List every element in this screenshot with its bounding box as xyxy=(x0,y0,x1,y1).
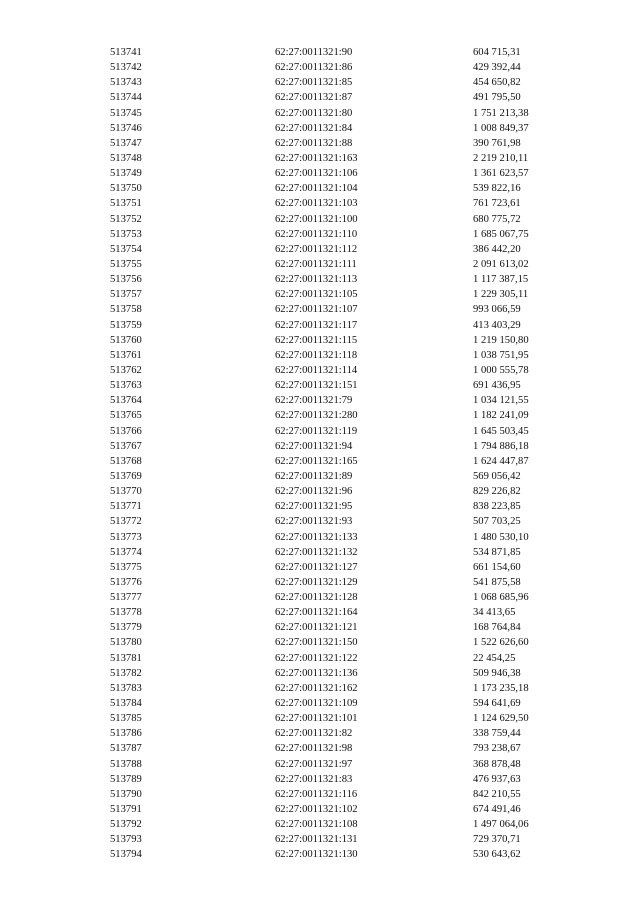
data-table xyxy=(110,45,580,863)
table-row xyxy=(110,757,580,772)
table-row xyxy=(110,575,580,590)
cadastral-number: 62:27:0011321:95 xyxy=(275,501,353,513)
cadastral-number: 62:27:0011321:131 xyxy=(275,834,358,846)
row-number: 513750 xyxy=(110,183,142,195)
row-number: 513765 xyxy=(110,410,142,422)
cadastral-value: 168 764,84 xyxy=(473,622,521,634)
row-number: 513784 xyxy=(110,698,142,710)
cadastral-value: 1 794 886,18 xyxy=(473,440,529,452)
row-number: 513764 xyxy=(110,395,142,407)
row-number: 513779 xyxy=(110,622,142,634)
row-number: 513751 xyxy=(110,198,142,210)
row-number: 513766 xyxy=(110,425,142,437)
table-row xyxy=(110,60,580,75)
cadastral-value: 674 491,46 xyxy=(473,804,521,816)
cadastral-number: 62:27:0011321:151 xyxy=(275,380,358,392)
table-row xyxy=(110,212,580,227)
row-number: 513789 xyxy=(110,773,142,785)
table-row xyxy=(110,802,580,817)
table-row xyxy=(110,711,580,726)
row-number: 513762 xyxy=(110,364,142,376)
cadastral-number: 62:27:0011321:100 xyxy=(275,213,358,225)
cadastral-value: 1 645 503,45 xyxy=(473,425,529,437)
cadastral-number: 62:27:0011321:118 xyxy=(275,349,358,361)
cadastral-value: 429 392,44 xyxy=(473,62,521,74)
cadastral-number: 62:27:0011321:163 xyxy=(275,152,358,164)
row-number: 513745 xyxy=(110,107,142,119)
table-row xyxy=(110,121,580,136)
cadastral-value: 829 226,82 xyxy=(473,486,521,498)
row-number: 513773 xyxy=(110,531,142,543)
row-number: 513783 xyxy=(110,682,142,694)
cadastral-number: 62:27:0011321:132 xyxy=(275,546,358,558)
cadastral-value: 993 066,59 xyxy=(473,304,521,316)
row-number: 513744 xyxy=(110,92,142,104)
row-number: 513793 xyxy=(110,834,142,846)
cadastral-number: 62:27:0011321:106 xyxy=(275,168,358,180)
cadastral-number: 62:27:0011321:110 xyxy=(275,228,358,240)
table-row xyxy=(110,454,580,469)
table-row xyxy=(110,530,580,545)
row-number: 513785 xyxy=(110,713,142,725)
cadastral-value: 1 068 685,96 xyxy=(473,592,529,604)
cadastral-number: 62:27:0011321:129 xyxy=(275,576,358,588)
cadastral-number: 62:27:0011321:108 xyxy=(275,819,358,831)
cadastral-value: 729 370,71 xyxy=(473,834,521,846)
cadastral-number: 62:27:0011321:165 xyxy=(275,455,358,467)
row-number: 513760 xyxy=(110,334,142,346)
cadastral-value: 22 454,25 xyxy=(473,652,516,664)
cadastral-number: 62:27:0011321:87 xyxy=(275,92,353,104)
row-number: 513791 xyxy=(110,804,142,816)
row-number: 513769 xyxy=(110,470,142,482)
cadastral-value: 509 946,38 xyxy=(473,667,521,679)
cadastral-number: 62:27:0011321:111 xyxy=(275,258,357,270)
cadastral-number: 62:27:0011321:113 xyxy=(275,274,358,286)
cadastral-value: 1 522 626,60 xyxy=(473,637,529,649)
cadastral-value: 1 117 387,15 xyxy=(473,274,529,286)
table-row xyxy=(110,741,580,756)
row-number: 513754 xyxy=(110,243,142,255)
row-number: 513761 xyxy=(110,349,142,361)
cadastral-number: 62:27:0011321:86 xyxy=(275,62,353,74)
cadastral-number: 62:27:0011321:133 xyxy=(275,531,358,543)
cadastral-value: 539 822,16 xyxy=(473,183,521,195)
row-number: 513747 xyxy=(110,137,142,149)
cadastral-number: 62:27:0011321:104 xyxy=(275,183,358,195)
table-row xyxy=(110,333,580,348)
cadastral-value: 569 056,42 xyxy=(473,470,521,482)
cadastral-number: 62:27:0011321:83 xyxy=(275,773,353,785)
cadastral-value: 1 038 751,95 xyxy=(473,349,529,361)
cadastral-value: 491 795,50 xyxy=(473,92,521,104)
row-number: 513746 xyxy=(110,122,142,134)
cadastral-value: 842 210,55 xyxy=(473,788,521,800)
cadastral-value: 541 875,58 xyxy=(473,576,521,588)
table-row xyxy=(110,847,580,862)
cadastral-number: 62:27:0011321:89 xyxy=(275,470,353,482)
table-row xyxy=(110,75,580,90)
cadastral-number: 62:27:0011321:164 xyxy=(275,607,358,619)
row-number: 513786 xyxy=(110,728,142,740)
cadastral-value: 534 871,85 xyxy=(473,546,521,558)
row-number: 513774 xyxy=(110,546,142,558)
row-number: 513775 xyxy=(110,561,142,573)
table-row xyxy=(110,666,580,681)
table-row xyxy=(110,318,580,333)
cadastral-value: 1 219 150,80 xyxy=(473,334,529,346)
row-number: 513743 xyxy=(110,77,142,89)
row-number: 513748 xyxy=(110,152,142,164)
row-number: 513782 xyxy=(110,667,142,679)
table-row xyxy=(110,560,580,575)
table-row xyxy=(110,787,580,802)
cadastral-number: 62:27:0011321:94 xyxy=(275,440,353,452)
cadastral-number: 62:27:0011321:112 xyxy=(275,243,358,255)
cadastral-number: 62:27:0011321:280 xyxy=(275,410,358,422)
table-row xyxy=(110,45,580,60)
table-row xyxy=(110,469,580,484)
cadastral-value: 594 641,69 xyxy=(473,698,521,710)
table-row xyxy=(110,590,580,605)
table-row xyxy=(110,817,580,832)
row-number: 513787 xyxy=(110,743,142,755)
cadastral-value: 1 008 849,37 xyxy=(473,122,529,134)
table-row xyxy=(110,484,580,499)
cadastral-number: 62:27:0011321:119 xyxy=(275,425,358,437)
cadastral-number: 62:27:0011321:101 xyxy=(275,713,358,725)
table-row xyxy=(110,181,580,196)
table-row xyxy=(110,257,580,272)
table-row xyxy=(110,196,580,211)
cadastral-value: 338 759,44 xyxy=(473,728,521,740)
cadastral-number: 62:27:0011321:128 xyxy=(275,592,358,604)
table-row xyxy=(110,605,580,620)
cadastral-value: 793 238,67 xyxy=(473,743,521,755)
cadastral-value: 390 761,98 xyxy=(473,137,521,149)
cadastral-value: 1 173 235,18 xyxy=(473,682,529,694)
row-number: 513753 xyxy=(110,228,142,240)
table-row xyxy=(110,272,580,287)
row-number: 513768 xyxy=(110,455,142,467)
row-number: 513780 xyxy=(110,637,142,649)
cadastral-number: 62:27:0011321:109 xyxy=(275,698,358,710)
cadastral-number: 62:27:0011321:98 xyxy=(275,743,353,755)
cadastral-number: 62:27:0011321:127 xyxy=(275,561,358,573)
cadastral-number: 62:27:0011321:117 xyxy=(275,319,358,331)
cadastral-number: 62:27:0011321:105 xyxy=(275,289,358,301)
cadastral-number: 62:27:0011321:130 xyxy=(275,849,358,861)
cadastral-value: 413 403,29 xyxy=(473,319,521,331)
row-number: 513759 xyxy=(110,319,142,331)
table-row xyxy=(110,166,580,181)
row-number: 513772 xyxy=(110,516,142,528)
table-row xyxy=(110,348,580,363)
row-number: 513776 xyxy=(110,576,142,588)
cadastral-number: 62:27:0011321:90 xyxy=(275,47,353,58)
row-number: 513757 xyxy=(110,289,142,301)
cadastral-number: 62:27:0011321:107 xyxy=(275,304,358,316)
cadastral-number: 62:27:0011321:97 xyxy=(275,758,353,770)
row-number: 513742 xyxy=(110,62,142,74)
cadastral-value: 604 715,31 xyxy=(473,47,521,58)
row-number: 513792 xyxy=(110,819,142,831)
cadastral-value: 2 219 210,11 xyxy=(473,152,529,164)
cadastral-value: 1 624 447,87 xyxy=(473,455,529,467)
table-row xyxy=(110,772,580,787)
cadastral-number: 62:27:0011321:136 xyxy=(275,667,358,679)
table-row xyxy=(110,545,580,560)
row-number: 513763 xyxy=(110,380,142,392)
row-number: 513767 xyxy=(110,440,142,452)
row-number: 513771 xyxy=(110,501,142,513)
row-number: 513794 xyxy=(110,849,142,861)
cadastral-value: 530 643,62 xyxy=(473,849,521,861)
table-row xyxy=(110,393,580,408)
cadastral-value: 661 154,60 xyxy=(473,561,521,573)
table-row xyxy=(110,287,580,302)
cadastral-value: 1 182 241,09 xyxy=(473,410,529,422)
table-row xyxy=(110,439,580,454)
table-row xyxy=(110,651,580,666)
table-row xyxy=(110,136,580,151)
table-row xyxy=(110,832,580,847)
cadastral-number: 62:27:0011321:80 xyxy=(275,107,353,119)
cadastral-number: 62:27:0011321:114 xyxy=(275,364,358,376)
table-row xyxy=(110,363,580,378)
cadastral-number: 62:27:0011321:103 xyxy=(275,198,358,210)
table-row xyxy=(110,90,580,105)
cadastral-value: 34 413,65 xyxy=(473,607,516,619)
cadastral-value: 680 775,72 xyxy=(473,213,521,225)
cadastral-value: 368 878,48 xyxy=(473,758,521,770)
cadastral-value: 386 442,20 xyxy=(473,243,521,255)
cadastral-value: 1 361 623,57 xyxy=(473,168,529,180)
cadastral-number: 62:27:0011321:82 xyxy=(275,728,353,740)
cadastral-value: 454 650,82 xyxy=(473,77,521,89)
row-number: 513790 xyxy=(110,788,142,800)
cadastral-value: 691 436,95 xyxy=(473,380,521,392)
table-row xyxy=(110,696,580,711)
row-number: 513756 xyxy=(110,274,142,286)
cadastral-value: 1 480 530,10 xyxy=(473,531,529,543)
row-number: 513778 xyxy=(110,607,142,619)
cadastral-number: 62:27:0011321:84 xyxy=(275,122,353,134)
table-row xyxy=(110,242,580,257)
cadastral-value: 2 091 613,02 xyxy=(473,258,529,270)
row-number: 513781 xyxy=(110,652,142,664)
cadastral-value: 838 223,85 xyxy=(473,501,521,513)
cadastral-number: 62:27:0011321:96 xyxy=(275,486,353,498)
row-number: 513788 xyxy=(110,758,142,770)
table-row xyxy=(110,227,580,242)
cadastral-number: 62:27:0011321:150 xyxy=(275,637,358,649)
table-row xyxy=(110,408,580,423)
cadastral-value: 1 751 213,38 xyxy=(473,107,529,119)
row-number: 513741 xyxy=(110,47,142,58)
cadastral-value: 761 723,61 xyxy=(473,198,521,210)
cadastral-number: 62:27:0011321:116 xyxy=(275,788,358,800)
cadastral-value: 1 124 629,50 xyxy=(473,713,529,725)
cadastral-value: 507 703,25 xyxy=(473,516,521,528)
row-number: 513777 xyxy=(110,592,142,604)
cadastral-number: 62:27:0011321:122 xyxy=(275,652,358,664)
table-row xyxy=(110,378,580,393)
cadastral-number: 62:27:0011321:79 xyxy=(275,395,353,407)
table-row xyxy=(110,424,580,439)
cadastral-value: 1 000 555,78 xyxy=(473,364,529,376)
row-number: 513755 xyxy=(110,258,142,270)
cadastral-number: 62:27:0011321:93 xyxy=(275,516,353,528)
cadastral-number: 62:27:0011321:115 xyxy=(275,334,358,346)
cadastral-value: 1 497 064,06 xyxy=(473,819,529,831)
row-number: 513752 xyxy=(110,213,142,225)
table-row xyxy=(110,681,580,696)
cadastral-number: 62:27:0011321:85 xyxy=(275,77,353,89)
cadastral-number: 62:27:0011321:121 xyxy=(275,622,358,634)
table-row xyxy=(110,151,580,166)
table-row xyxy=(110,514,580,529)
table-row xyxy=(110,635,580,650)
row-number: 513758 xyxy=(110,304,142,316)
table-row xyxy=(110,726,580,741)
row-number: 513770 xyxy=(110,486,142,498)
table-row xyxy=(110,499,580,514)
cadastral-value: 476 937,63 xyxy=(473,773,521,785)
table-row xyxy=(110,620,580,635)
cadastral-value: 1 229 305,11 xyxy=(473,289,529,301)
cadastral-value: 1 034 121,55 xyxy=(473,395,529,407)
cadastral-number: 62:27:0011321:162 xyxy=(275,682,358,694)
cadastral-number: 62:27:0011321:102 xyxy=(275,804,358,816)
table-row xyxy=(110,106,580,121)
cadastral-value: 1 685 067,75 xyxy=(473,228,529,240)
cadastral-number: 62:27:0011321:88 xyxy=(275,137,353,149)
table-row xyxy=(110,302,580,317)
row-number: 513749 xyxy=(110,168,142,180)
